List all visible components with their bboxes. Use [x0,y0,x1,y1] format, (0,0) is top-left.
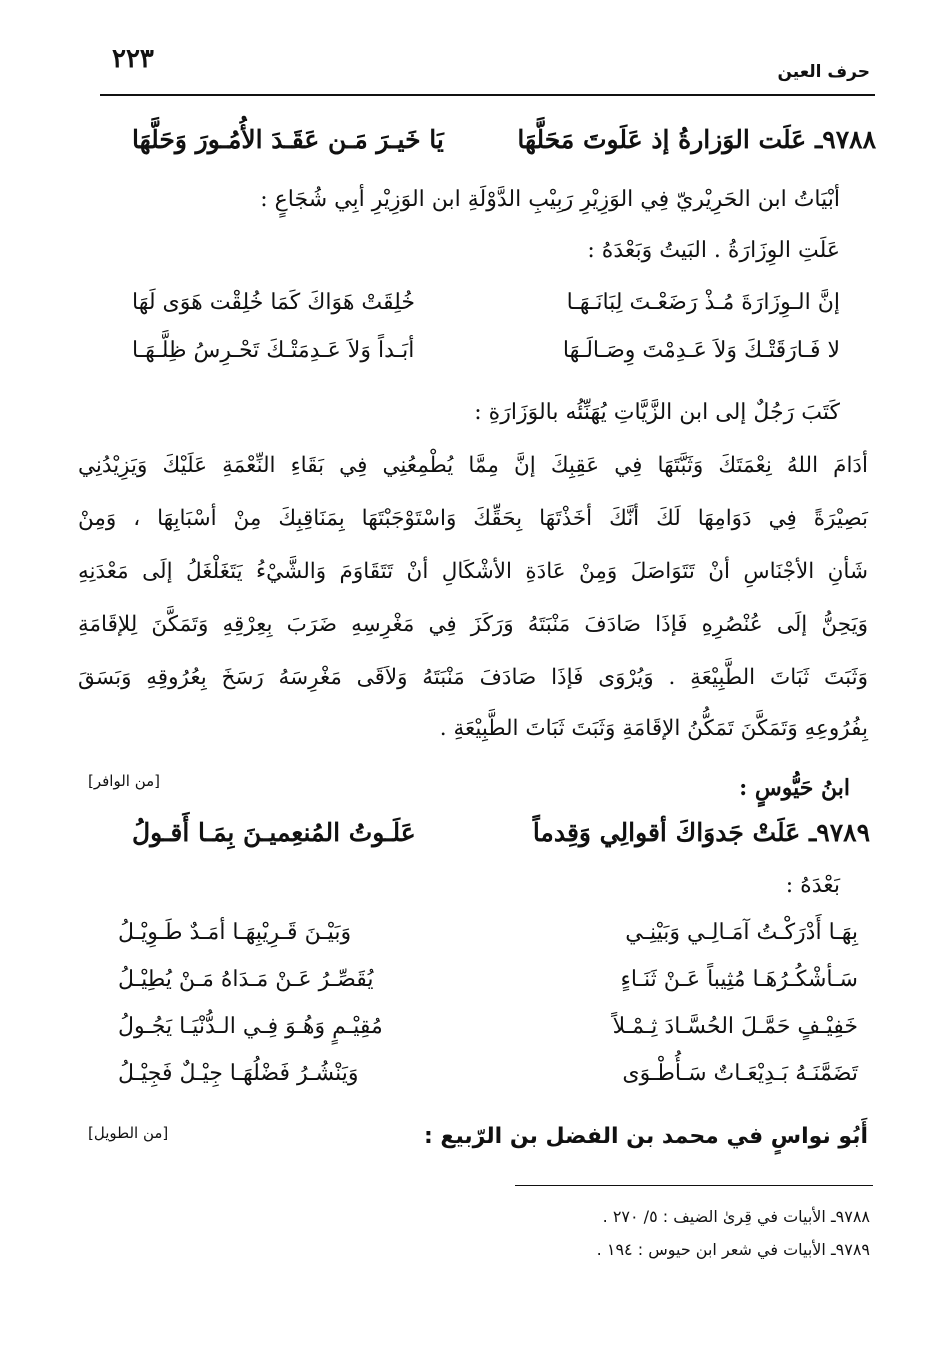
entry-9789-first-hemistich [533,818,870,847]
poet-name-ibn-hayyus: ابنُ حَيُّوسٍ : [739,775,850,801]
running-header-title: حرف العين [777,62,870,82]
verse-3-right: بِهَـا أَدْرَكْـتُ آمَـالِـي وَبَيْنِـي [625,920,858,945]
entry-9789-second-hemistich: عَلَـوتُ المُنعِميـنَ بِمَـا أَقـولُ [132,818,416,847]
meter-label-tawil: [من الطويل] [88,1124,169,1142]
header-rule [100,94,875,96]
page-number: ٢٢٣ [112,44,154,74]
prose-intro: كَتَبَ رَجُلٌ إلى ابن الزَّيَّاتِ يُهَنِّئُه بالوَزَارَةِ : [474,400,840,425]
footnote-9789: ٩٧٨٩ـ الأبيات في شعر ابن حيوس : ١٩٤ . [596,1240,870,1259]
hemistich-right: عَلَت الوَزارةُ إذ عَلَوتَ مَحَلَّهَا [517,125,807,154]
verse-4-left: يُقَصِّـرُ عَـنْ مَـدَاهُ مَـنْ يُطِيْـلُ [118,967,374,992]
footnote-9788: ٩٧٨٨ـ الأبيات في قِرىٰ الضيف : ٥/ ٢٧٠ . [602,1207,870,1226]
prose-line-6: بِفُرُوعِهِ وَتَمَكَّنَ تَمَكُّنُ الإقَامَةِ وَثَبَتَ ثَبَاتَ الطَّبِيْعَةِ . [439,716,868,741]
entry-9788-intro-line-2: عَلَتِ الوِزَارَةُ . البَيتُ وَبَعْدَهُ : [587,238,840,263]
verse-1-left: خُلِقَتْ هَوَاكَ كَمَا خُلِقْت هَوَى لَهَا [132,290,416,315]
entry-9788-intro-line-1: أبْيَاتُ ابن الحَرِيْريّ فِي الوَزِيْرِ رَبِيْبِ الدَّوْلَةِ ابن الوَزِيْرِ أبِي شُجَاعٍ : [260,187,840,212]
prose-line-1: أدَامَ اللهُ نِعْمَتَكَ وَثَبَّتَهَا فِي عَقِبِكَ إنَّ مِمَّا يُطْمِعُنِي فِي بَقَاءِ النِّعْمَةِ عَلَيْكَ وَيَزِيْدُنِي [78,453,868,478]
entry-number: ٩٧٨٩ـ [808,818,870,847]
poet-name-abu-nuwas: أَبُو نواسٍ في محمد بن الفضل بن الرّبيع : [423,1124,868,1149]
verse-6-left: وَيَنْشُـرُ فَضْلُهَـا جِيْـلٌ فَجِيْـلُ [118,1061,359,1086]
entry-9789-after: بَعْدَهُ : [785,873,840,898]
verse-4-right: سَـأشْكُـرُهَـا مُثِيباً عَـنْ ثَنَـاءٍ [620,967,858,992]
entry-number: ٩٧٨٨ـ [814,125,876,154]
verse-2-right: لا فَـارَقَتْـكَ وَلاَ عَـدِمْتَ وِصَـالَـهَا [562,338,840,363]
verse-5-left: مُقِيْـمٍ وَهُـوَ فِـي الـدُّنْيَـا يَجُـولُ [118,1014,383,1039]
entry-9788-first-hemistich [517,125,876,154]
prose-line-4: وَيَحِنُّ إلَى عُنْصُرِهِ فَإذَا صَادَفَ مَنْبَتَهُ وَرَكَزَ فِي مَغْرِسِهِ ضَرَبَ بِعِرْقِهِ وَتَمَكَّنَ لِلإقَامَةِ [78,612,868,637]
prose-line-3: شَأنِ الأجْنَاسِ أنْ تَتَوَاصَلَ وَمِنْ عَادَةِ الأشْكَالِ أنْ تَتَقَاوَمَ وَالشَّيْءُ يَتَغَلْغَلُ إلَى مَعْدَنِهِ [78,559,868,584]
hemistich-right: عَلَتْ جَدوَاكَ أقوالِي وَقِدماً [532,818,801,847]
meter-label-wafir: [من الوافر] [88,772,161,790]
verse-1-right: إنَّ الـوِزَارَةَ مُـذْ رَضَعْـتَ لِبَانَـهَـا [566,290,840,315]
verse-5-right: خَفِيْـفٍ حَمَّـلَ الحُسَّـادَ ثِـمْـلاً [612,1014,858,1039]
entry-9788-second-hemistich: يَا خَيـرَ مَـن عَقَـدَ الأُمُـورَ وَحَلَّهَا [132,125,444,154]
verse-2-left: أبَـداً وَلاَ عَـدِمَتْـكَ تَحْـرِسُ ظِلَّـهَـا [132,338,415,363]
prose-line-5: وَثَبَتَ ثَبَاتَ الطَّبِيْعَةِ . وَيُرْوَى فَإذَا صَادَفَ مَنْبَتَهُ وَلاَقَى مَغْرِسَهُ رَسَخَ بِعُرُوقِهِ وَبَسَقَ [78,665,868,690]
prose-line-2: بَصِيْرَةً فِي دَوَامِهَا لَكَ أنَّكَ أخَذْتَهَا بِحَقِّكَ وَاسْتَوْجَبْتَهَا بِمَنَاقِبِكَ مِنْ أسْبَابِهَا ، وَمِنْ [78,506,868,531]
verse-6-right: تَضَمَّنَـهُ بَـدِيْعَـاتٌ سَـأُطْـوَى [622,1061,858,1086]
footnote-rule [515,1185,873,1186]
verse-3-left: وَبَيْـنَ قَـرِيْبِهَـا أمَـدٌ طَـوِيْـلُ [118,920,352,945]
